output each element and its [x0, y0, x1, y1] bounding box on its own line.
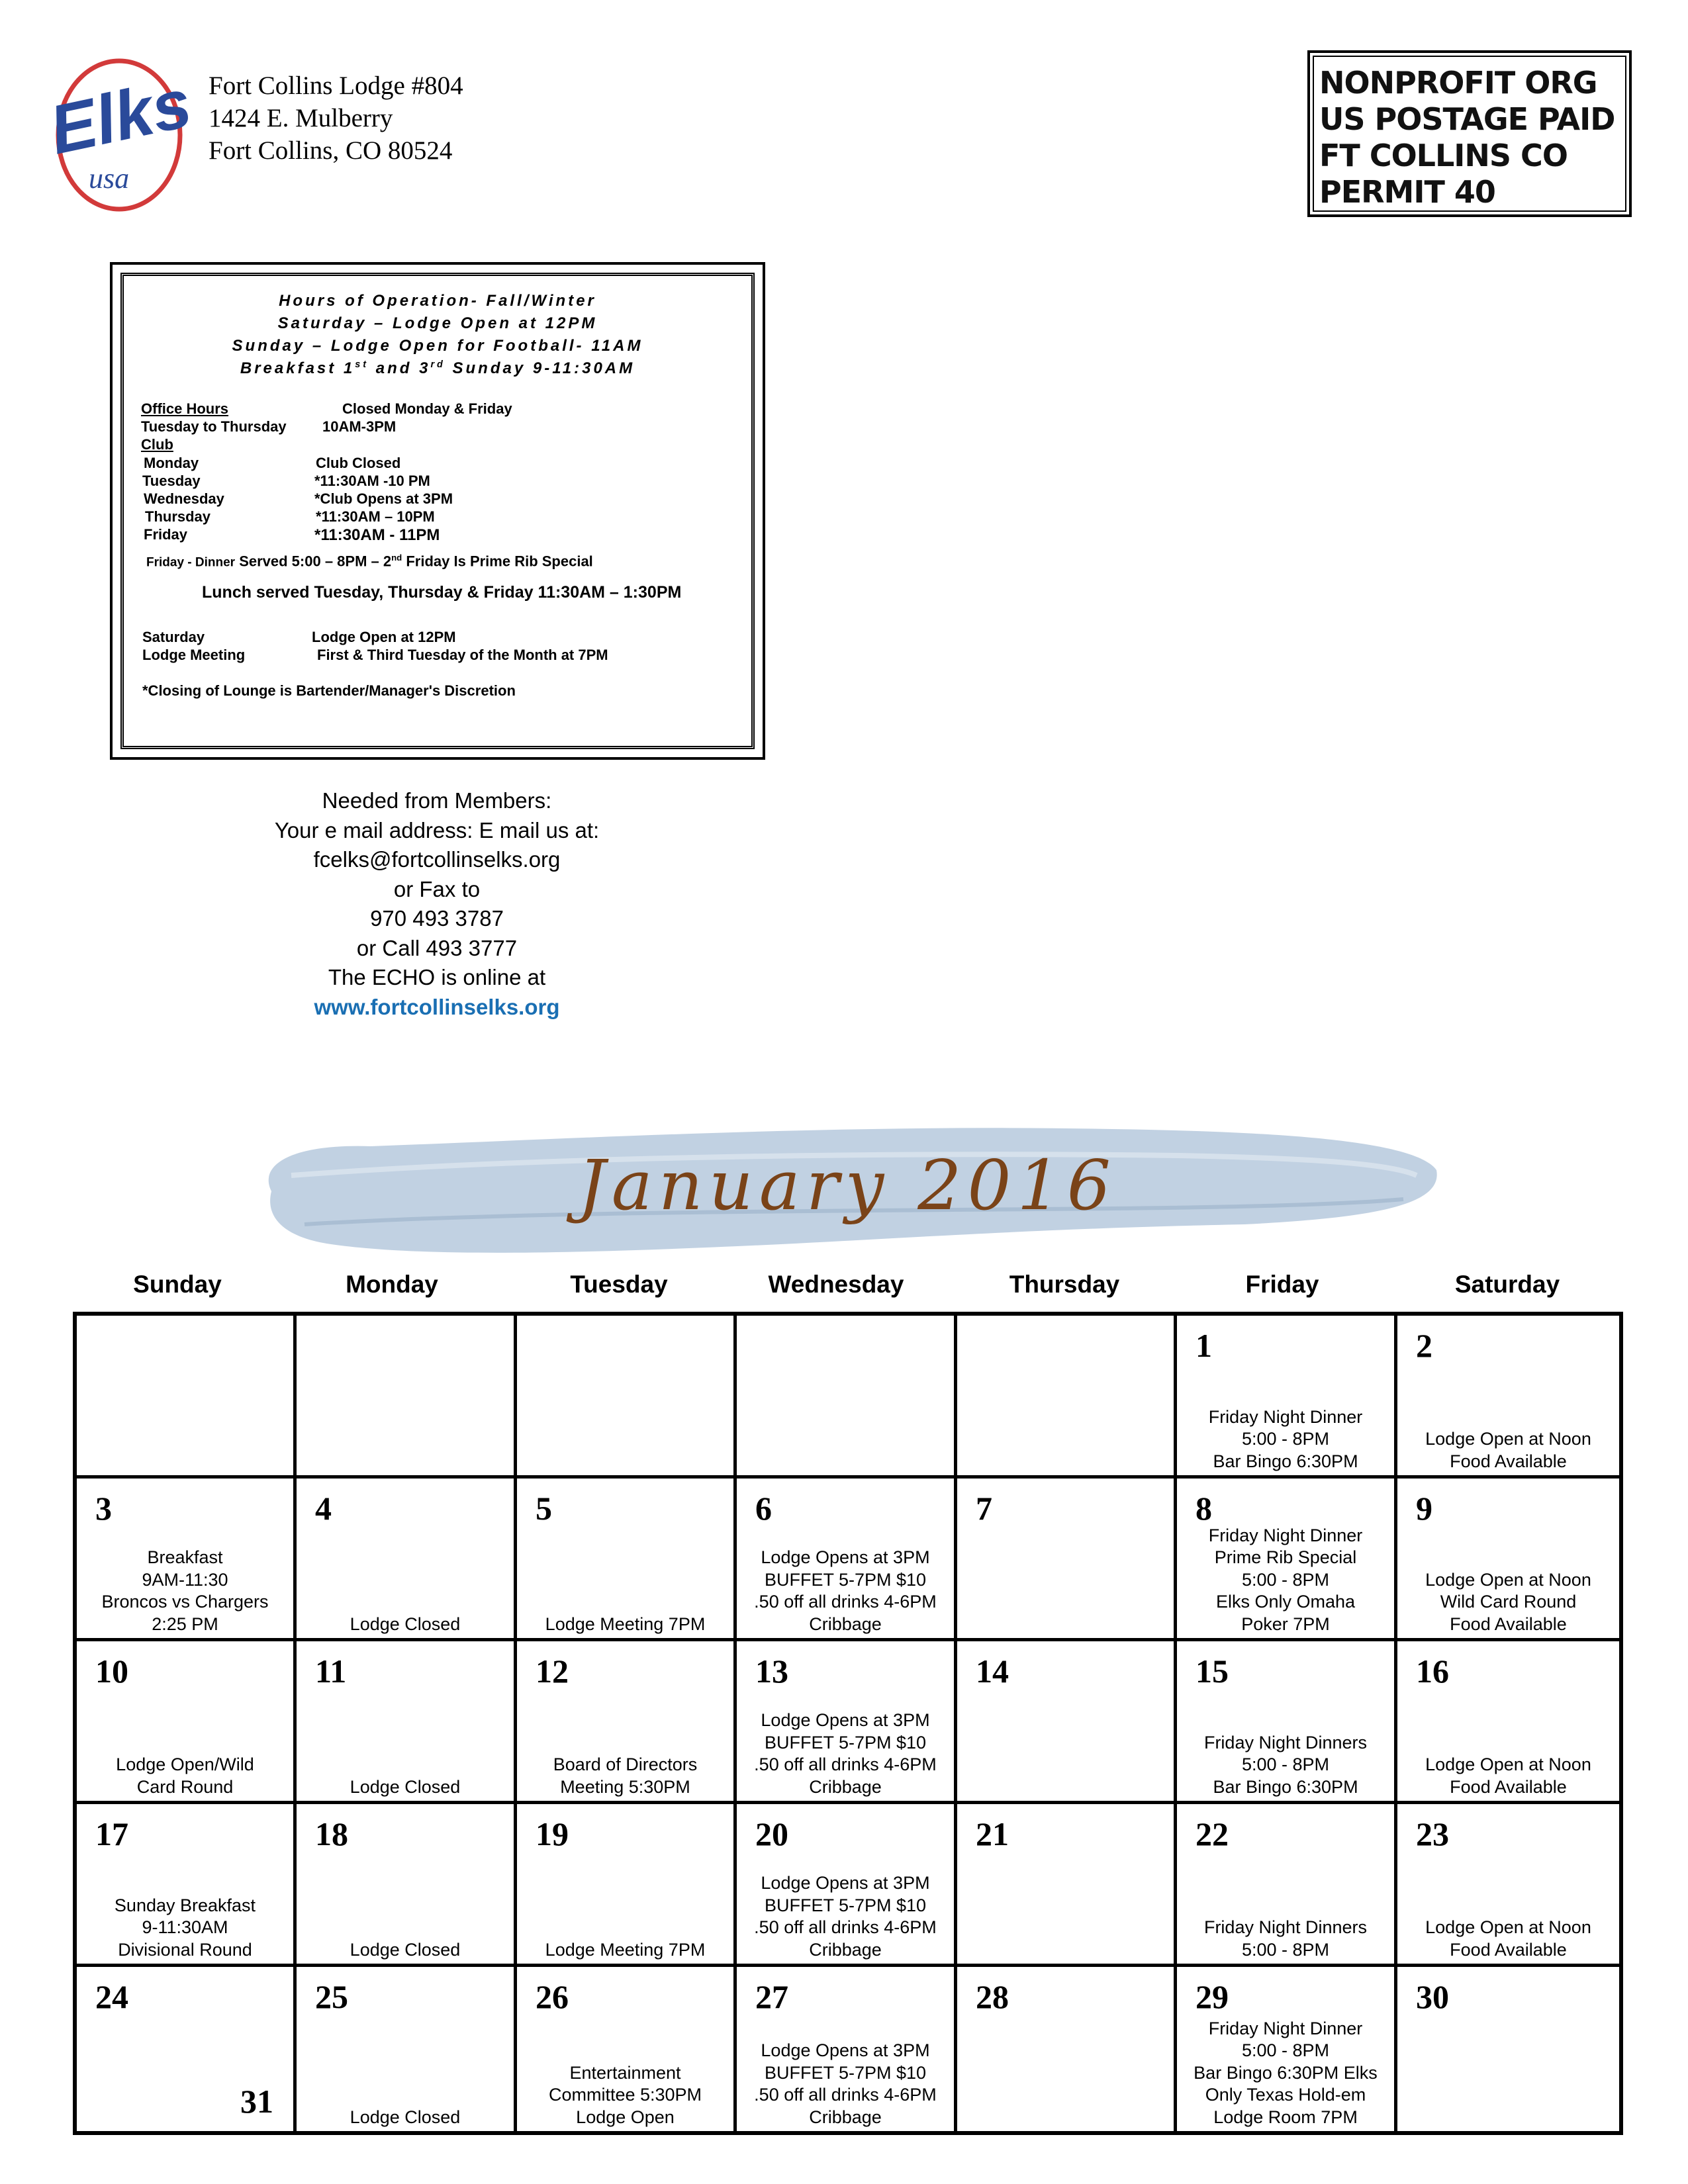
day-events: [737, 1709, 954, 1798]
lodge-meeting-label: Lodge Meeting: [142, 647, 246, 663]
members-email: fcelks@fortcollinselks.org: [313, 847, 561, 872]
event-line: Only Texas Hold-em: [1205, 2085, 1366, 2105]
day-number: 24: [95, 1978, 128, 2015]
day-number: 15: [1196, 1653, 1229, 1690]
calendar-day-cell: [517, 1804, 737, 1967]
calendar-day-cell: [297, 1479, 517, 1641]
day-events: [1397, 1569, 1619, 1636]
day-events: [517, 2062, 733, 2129]
day-events: [517, 1754, 733, 1798]
event-line: 5:00 - 8PM: [1241, 1569, 1330, 1590]
event-line: Friday Night Dinner: [1208, 2018, 1363, 2038]
logo-tagline: usa: [89, 162, 130, 195]
event-line: Cribbage: [809, 1939, 882, 1960]
postage-line: US POSTAGE PAID: [1319, 101, 1615, 137]
calendar-day-cell: [77, 1967, 297, 2131]
weekday-header: Sunday: [133, 1271, 222, 1298]
calendar-day-cell: [1397, 1641, 1619, 1804]
lodge-meeting-time: First & Third Tuesday of the Month at 7PM: [317, 647, 608, 663]
day-events: [737, 1547, 954, 1635]
event-line: Food Available: [1450, 1939, 1567, 1960]
day-events: [737, 1872, 954, 1961]
event-line: .50 off all drinks 4-6PM: [754, 2085, 937, 2105]
closing-note: *Closing of Lounge is Bartender/Manager's Discretion: [142, 682, 516, 699]
calendar-day-cell: [737, 1967, 957, 2131]
postage-indicia: [1307, 50, 1632, 217]
day-number: 27: [755, 1978, 788, 2015]
day-number: 23: [1416, 1815, 1449, 1852]
event-line: Lodge Meeting 7PM: [545, 1614, 706, 1634]
members-line: The ECHO is online at: [328, 965, 546, 989]
elks-usa-logo: [43, 48, 198, 213]
club-time: *11:30AM – 10PM: [316, 508, 435, 525]
club-time: Club Closed: [316, 455, 401, 471]
calendar-day-cell: [1177, 1641, 1397, 1804]
breakfast-text: Breakfast 1: [240, 359, 355, 377]
event-line: Cribbage: [809, 2107, 882, 2127]
event-line: Friday Night Dinners: [1203, 1917, 1368, 1937]
lodge-city: Fort Collins, CO 80524: [209, 136, 453, 165]
event-line: Lodge Opens at 3PM: [761, 1547, 930, 1567]
day-number: 22: [1196, 1815, 1229, 1852]
hours-sunday: Sunday – Lodge Open for Football- 11AM: [232, 337, 643, 355]
day-events: [1177, 1917, 1394, 1961]
calendar-day-cell: [77, 1479, 297, 1641]
saturday-label: Saturday: [142, 629, 205, 645]
event-line: 5:00 - 8PM: [1241, 1754, 1330, 1774]
dinner-time: Served 5:00 – 8PM – 2: [235, 553, 392, 570]
club-day: Friday: [144, 526, 188, 543]
office-hours-label: Office Hours: [141, 400, 229, 417]
calendar-day-cell: [737, 1479, 957, 1641]
event-line: Food Available: [1450, 1776, 1567, 1797]
day-number: 5: [536, 1490, 552, 1527]
dinner-label: Friday - Dinner: [146, 555, 236, 570]
breakfast-text: Sunday 9-11:30AM: [445, 359, 635, 377]
day-events: [517, 1614, 733, 1636]
event-line: Friday Night Dinner: [1208, 1525, 1363, 1545]
event-line: Breakfast: [147, 1547, 223, 1567]
event-line: BUFFET 5-7PM $10: [764, 2062, 927, 2083]
day-number: 16: [1416, 1653, 1449, 1690]
day-number: 3: [95, 1490, 112, 1527]
calendar-day-cell: [77, 1804, 297, 1967]
club-time: *11:30AM - 11PM: [314, 526, 440, 544]
event-line: Lodge Open at Noon: [1425, 1754, 1591, 1774]
calendar-day-cell: [957, 1479, 1177, 1641]
event-line: 5:00 - 8PM: [1241, 1429, 1330, 1449]
day-number: 4: [315, 1490, 332, 1527]
month-title: January 2016: [578, 1145, 1117, 1226]
event-line: Lodge Meeting 7PM: [545, 1939, 706, 1960]
hours-saturday: Saturday – Lodge Open at 12PM: [277, 314, 598, 332]
event-line: Friday Night Dinner: [1208, 1406, 1363, 1427]
day-events: [1397, 1428, 1619, 1473]
calendar-day-cell: [297, 1804, 517, 1967]
event-line: Meeting 5:30PM: [560, 1776, 690, 1797]
day-events: [297, 1776, 514, 1799]
event-line: Cribbage: [809, 1776, 882, 1797]
event-line: BUFFET 5-7PM $10: [764, 1732, 927, 1752]
day-events: [297, 1614, 514, 1636]
day-events: [1177, 1525, 1394, 1636]
calendar-day-cell: [1397, 1316, 1619, 1479]
calendar-day-cell: [517, 1479, 737, 1641]
calendar-day-cell: [737, 1316, 957, 1479]
calendar-day-cell: [957, 1641, 1177, 1804]
event-line: Lodge Closed: [350, 1776, 461, 1797]
calendar-day-cell: [517, 1641, 737, 1804]
office-days: Tuesday to Thursday: [141, 418, 287, 435]
weekday-header: Tuesday: [570, 1271, 668, 1298]
hours-breakfast: [124, 359, 751, 378]
office-closed: Closed Monday & Friday: [342, 400, 512, 417]
hours-title: Hours of Operation- Fall/Winter: [279, 292, 596, 310]
event-line: Lodge Open at Noon: [1425, 1917, 1591, 1937]
calendar-day-cell: [1177, 1804, 1397, 1967]
day-events: [517, 1939, 733, 1962]
event-line: Elks Only Omaha: [1215, 1592, 1356, 1612]
day-number: 9: [1416, 1490, 1432, 1527]
members-line: Your e mail address: E mail us at:: [274, 817, 600, 842]
day-events: [1397, 1917, 1619, 1961]
event-line: Lodge Open at Noon: [1425, 1429, 1591, 1449]
event-line: Bar Bingo 6:30PM: [1213, 1451, 1358, 1471]
event-line: Food Available: [1450, 1614, 1567, 1634]
event-line: 5:00 - 8PM: [1241, 2040, 1330, 2060]
event-line: Lodge Open/Wild: [116, 1754, 254, 1774]
day-number: 7: [976, 1490, 992, 1527]
weekday-header: Friday: [1245, 1271, 1319, 1298]
calendar-day-cell: [1397, 1804, 1619, 1967]
event-line: Poker 7PM: [1241, 1614, 1330, 1634]
calendar-day-cell: [957, 1316, 1177, 1479]
saturday-time: Lodge Open at 12PM: [312, 629, 456, 645]
event-line: Card Round: [136, 1776, 234, 1797]
day-events: [1177, 1406, 1394, 1473]
day-events: [737, 2040, 954, 2128]
weekday-header: Wednesday: [768, 1271, 904, 1298]
event-line: .50 off all drinks 4-6PM: [754, 1592, 937, 1612]
calendar-day-cell: [737, 1641, 957, 1804]
lodge-name: Fort Collins Lodge #804: [209, 71, 463, 100]
calendar-day-cell: [1397, 1479, 1619, 1641]
day-events: [77, 1754, 293, 1798]
day-number: 11: [315, 1653, 347, 1690]
members-line: or Fax to: [393, 876, 481, 901]
day-number: 10: [95, 1653, 128, 1690]
club-day: Monday: [144, 455, 199, 471]
event-line: BUFFET 5-7PM $10: [764, 1895, 927, 1915]
calendar-day-cell: [297, 1641, 517, 1804]
dinner-special: Friday Is Prime Rib Special: [402, 553, 593, 570]
calendar-day-cell: [517, 1316, 737, 1479]
calendar-day-cell: [297, 1316, 517, 1479]
event-line: Lodge Opens at 3PM: [761, 2040, 930, 2060]
day-number: 17: [95, 1815, 128, 1852]
website-link[interactable]: www.fortcollinselks.org: [314, 994, 560, 1019]
event-line: 9AM-11:30: [142, 1569, 228, 1590]
day-number: 28: [976, 1978, 1009, 2015]
lodge-address: [209, 69, 463, 167]
dinner-info: [146, 553, 593, 570]
calendar-day-cell: [1177, 1479, 1397, 1641]
calendar-day-cell: [957, 1804, 1177, 1967]
day-events: [1397, 1754, 1619, 1798]
day-events: [77, 1547, 293, 1635]
club-time: *Club Opens at 3PM: [314, 490, 453, 507]
event-line: Prime Rib Special: [1214, 1547, 1357, 1567]
day-number: 13: [755, 1653, 788, 1690]
day-number: 1: [1196, 1327, 1212, 1364]
weekday-header: Monday: [346, 1271, 438, 1298]
event-line: Friday Night Dinners: [1203, 1732, 1368, 1752]
club-time: *11:30AM -10 PM: [314, 473, 430, 489]
day-number: 2: [1416, 1327, 1432, 1364]
day-number: 19: [536, 1815, 569, 1852]
calendar-day-cell: [297, 1967, 517, 2131]
event-line: 2:25 PM: [152, 1614, 218, 1634]
event-line: Wild Card Round: [1440, 1592, 1577, 1612]
calendar-day-cell: [1177, 1967, 1397, 2131]
day-events: [1177, 2018, 1394, 2129]
members-info: [199, 786, 675, 1022]
event-line: Cribbage: [809, 1614, 882, 1634]
calendar-day-cell: [957, 1967, 1177, 2131]
day-number: 21: [976, 1815, 1009, 1852]
event-line: Lodge Opens at 3PM: [761, 1710, 930, 1730]
dinner-sup: nd: [391, 553, 402, 563]
lodge-street: 1424 E. Mulberry: [209, 104, 393, 132]
day-number: 25: [315, 1978, 348, 2015]
day-number: 6: [755, 1490, 772, 1527]
event-line: Lodge Closed: [350, 1939, 461, 1960]
event-line: Divisional Round: [118, 1939, 252, 1960]
breakfast-sup: rd: [430, 359, 445, 370]
calendar-day-cell: [737, 1804, 957, 1967]
calendar-grid: [73, 1312, 1623, 2135]
event-line: .50 off all drinks 4-6PM: [754, 1917, 937, 1937]
breakfast-text: and 3: [369, 359, 431, 377]
event-line: .50 off all drinks 4-6PM: [754, 1754, 937, 1774]
day-number: 14: [976, 1653, 1009, 1690]
day-number: 30: [1416, 1978, 1449, 2015]
members-heading: Needed from Members:: [322, 788, 552, 813]
weekday-header: Thursday: [1009, 1271, 1120, 1298]
day-number: 29: [1196, 1978, 1229, 2015]
club-label: Club: [141, 436, 173, 453]
event-line: Entertainment: [569, 2062, 681, 2083]
club-day: Thursday: [145, 508, 211, 525]
office-time: 10AM-3PM: [322, 418, 397, 435]
event-line: Lodge Opens at 3PM: [761, 1873, 930, 1893]
postage-line: PERMIT 40: [1319, 174, 1495, 210]
logo-wordmark: Elks: [43, 64, 198, 169]
event-line: Lodge Open at Noon: [1425, 1569, 1591, 1590]
members-fax: 970 493 3787: [370, 906, 504, 931]
day-events: [297, 1939, 514, 1962]
breakfast-sup: st: [355, 359, 369, 370]
day-number: 8: [1196, 1490, 1212, 1527]
hours-inner-frame: [120, 273, 755, 749]
calendar-day-cell: [1177, 1316, 1397, 1479]
day-events: [77, 1895, 293, 1962]
weekday-header: Saturday: [1454, 1271, 1560, 1298]
postage-line: FT COLLINS CO: [1319, 138, 1568, 173]
event-line: Lodge Closed: [350, 1614, 461, 1634]
calendar-day-cell: [1397, 1967, 1619, 2131]
event-line: Lodge Closed: [350, 2107, 461, 2127]
event-line: BUFFET 5-7PM $10: [764, 1569, 927, 1590]
lunch-info: Lunch served Tuesday, Thursday & Friday 11:30AM – 1:30PM: [202, 583, 682, 602]
club-day: Tuesday: [142, 473, 201, 489]
event-line: 5:00 - 8PM: [1241, 1939, 1330, 1960]
event-line: Bar Bingo 6:30PM Elks: [1194, 2062, 1378, 2083]
club-day: Wednesday: [144, 490, 224, 507]
event-line: Committee 5:30PM: [548, 2085, 702, 2105]
day-number: 12: [536, 1653, 569, 1690]
day-events: [1177, 1732, 1394, 1799]
postage-line: NONPROFIT ORG: [1319, 65, 1597, 101]
event-line: Broncos vs Chargers: [101, 1592, 269, 1612]
day-number: 18: [315, 1815, 348, 1852]
event-line: Food Available: [1450, 1451, 1567, 1471]
hours-of-operation-box: [110, 262, 765, 760]
event-line: Lodge Open: [576, 2107, 675, 2127]
event-line: Sunday Breakfast: [114, 1895, 256, 1915]
day-number: 20: [755, 1815, 788, 1852]
day-events: [297, 2107, 514, 2129]
day-number: 26: [536, 1978, 569, 2015]
calendar-day-cell: [517, 1967, 737, 2131]
event-line: Lodge Room 7PM: [1213, 2107, 1358, 2127]
event-line: Bar Bingo 6:30PM: [1213, 1776, 1358, 1797]
event-line: 9-11:30AM: [142, 1917, 228, 1937]
day-number-31: 31: [240, 2083, 273, 2120]
calendar-day-cell: [77, 1316, 297, 1479]
members-phone: or Call 493 3777: [356, 935, 518, 960]
calendar-day-cell: [77, 1641, 297, 1804]
event-line: Board of Directors: [553, 1754, 698, 1774]
